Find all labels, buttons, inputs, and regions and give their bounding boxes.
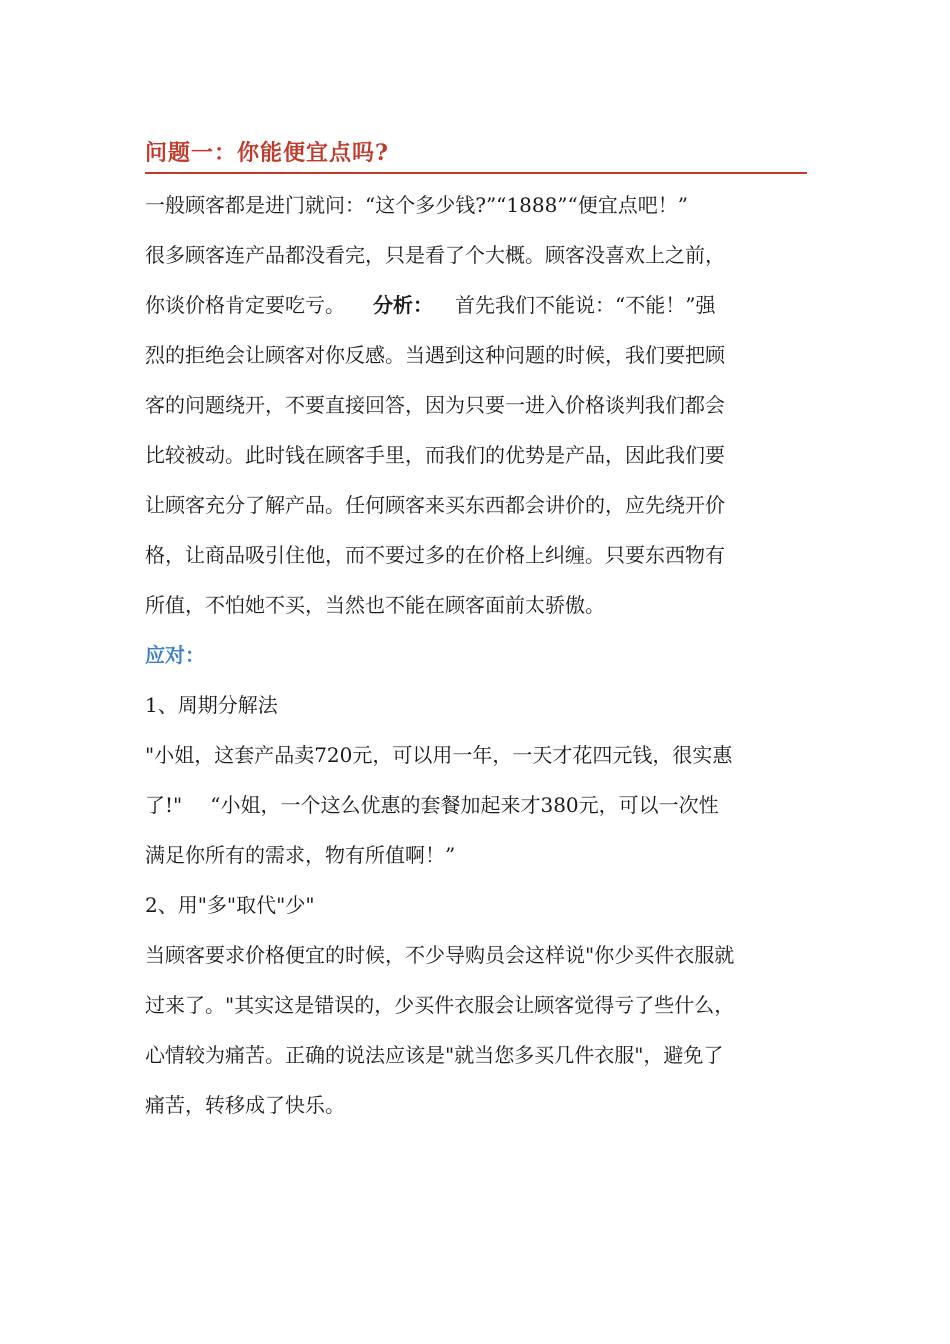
paragraph-line (145, 780, 810, 830)
analysis-label: 分析： (373, 293, 433, 317)
response-heading: 应对： (145, 643, 205, 667)
paragraph-line: 客的问题绕开，不要直接回答，因为只要一进入价格谈判我们都会 (145, 393, 725, 417)
method-heading: 1、周期分解法 (145, 693, 278, 717)
method-heading: 2、用"多"取代"少" (145, 893, 315, 917)
paragraph-line: 比较被动。此时钱在顾客手里，而我们的优势是产品，因此我们要 (145, 443, 725, 467)
paragraph-text: “小姐，一个这么优惠的套餐加起来才380元，可以一次性 (210, 793, 719, 817)
paragraph-line: 心情较为痛苦。正确的说法应该是"就当您多买几件衣服"，避免了 (145, 1043, 724, 1067)
question-title: 问题一：你能便宜点吗? (145, 140, 389, 166)
paragraph-line: 格，让商品吸引住他，而不要过多的在价格上纠缠。只要东西物有 (145, 543, 725, 567)
paragraph-line: 痛苦，转移成了快乐。 (145, 1093, 345, 1117)
paragraph-line: 过来了。"其实这是错误的，少买件衣服会让顾客觉得亏了些什么， (145, 993, 735, 1017)
paragraph-line: 一般顾客都是进门就问：“这个多少钱?”“1888”“便宜点吧！” (145, 193, 688, 217)
paragraph-text: 了!" (145, 793, 183, 817)
paragraph-line: 烈的拒绝会让顾客对你反感。当遇到这种问题的时候，我们要把顾 (145, 343, 725, 367)
title-divider (145, 172, 807, 174)
paragraph-line: "小姐，这套产品卖720元，可以用一年，一天才花四元钱，很实惠 (145, 743, 733, 767)
paragraph-line: 让顾客充分了解产品。任何顾客来买东西都会讲价的，应先绕开价 (145, 493, 725, 517)
paragraph-line: 当顾客要求价格便宜的时候，不少导购员会这样说"你少买件衣服就 (145, 943, 735, 967)
document-body (145, 180, 810, 1130)
paragraph-line: 很多顾客连产品都没看完，只是看了个大概。顾客没喜欢上之前， (145, 243, 725, 267)
paragraph-text: 首先我们不能说：“不能！”强 (455, 293, 716, 317)
paragraph-line (145, 280, 810, 330)
paragraph-text: 你谈价格肯定要吃亏。 (145, 293, 345, 317)
paragraph-line: 所值，不怕她不买，当然也不能在顾客面前太骄傲。 (145, 593, 605, 617)
paragraph-line: 满足你所有的需求，物有所值啊！” (145, 843, 456, 867)
